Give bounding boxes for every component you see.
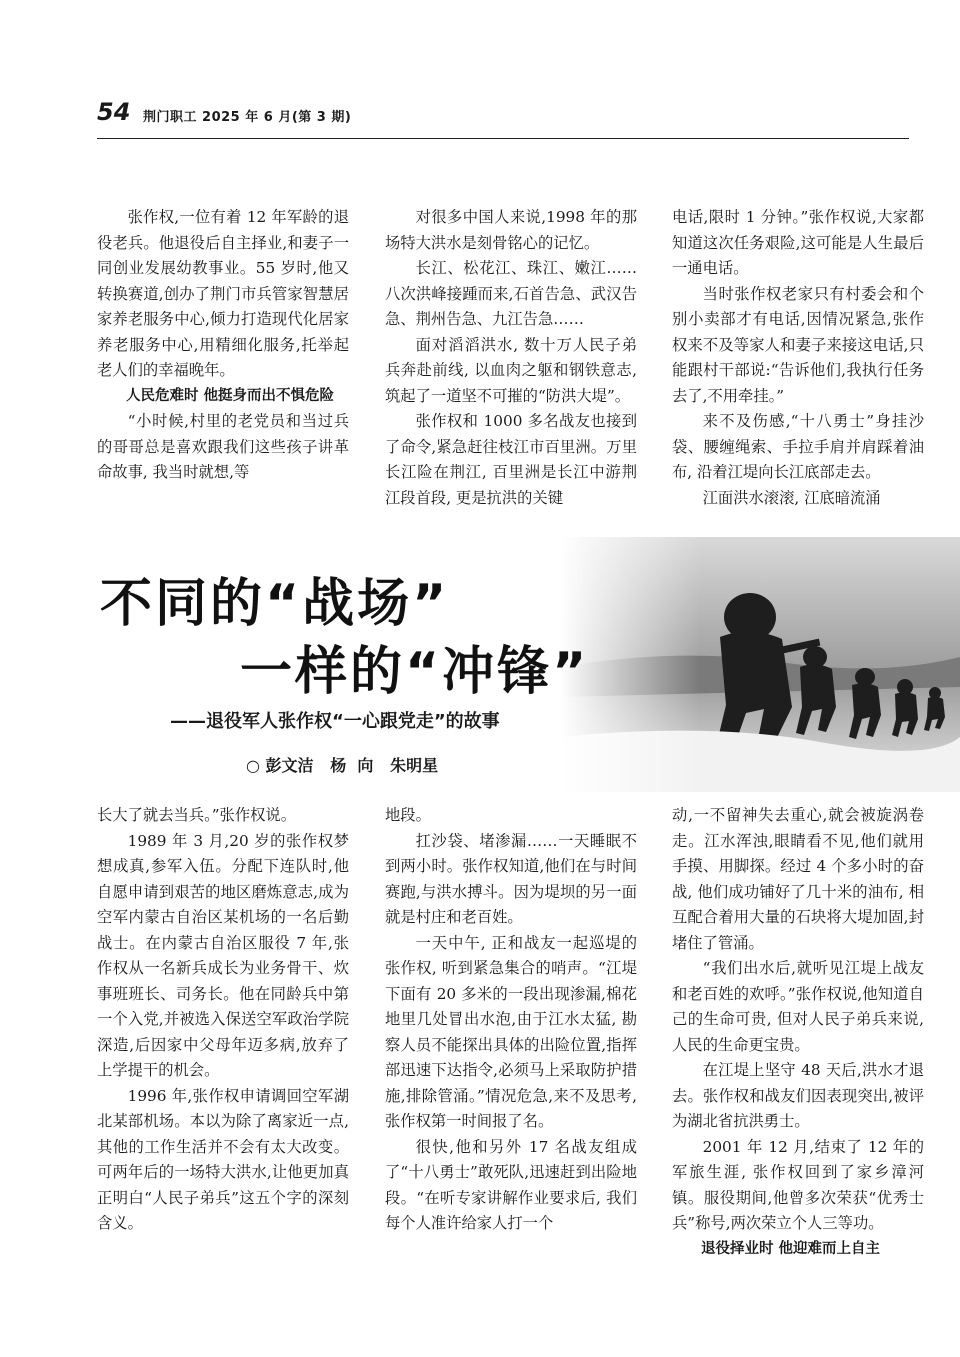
paragraph: 很快,他和另外 17 名战友组成了“十八勇士”敢死队,迅速赶到出险地段。“在听专家讲解作业要求后, 我们每个人准许给家人打一个 [385, 1137, 637, 1232]
bottom-column-2 [385, 803, 637, 1237]
title-banner [80, 537, 960, 792]
article-title-line-2: 一样的“冲锋” [240, 642, 590, 702]
section-subheading: 人民危难时 他挺身而出不惧危险 [126, 387, 335, 404]
paragraph: 来不及伤感,“十八勇士”身挂沙袋、腰缠绳索、手拉手肩并肩踩着油布, 沿着江堤向长江底部走去。 [672, 412, 924, 481]
paragraph: “小时候,村里的老党员和当过兵的哥哥总是喜欢跟我们这些孩子讲革命故事, 我当时就想,等 [97, 412, 349, 481]
paragraph: 1989 年 3 月,20 岁的张作权梦想成真,参军入伍。分配下连队时,他自愿申请到艰苦的地区磨炼意志,成为空军内蒙古自治区某机场的一名后勤战士。在内蒙古自治区服役 7 年,张作权从一名新兵成长为业务骨干、炊事班班长、司务长。他在同龄兵中第一个入党,并被选入保送空军政治学院深造,后因家中父母年迈多病,放弃了上学提干的机会。 [97, 831, 349, 1079]
paragraph: 动,一不留神失去重心,就会被旋涡卷走。江水浑浊,眼睛看不见,他们就用手摸、用脚探。经过 4 个多小时的奋战, 他们成功铺好了几十米的油布, 相互配合着用大量的石块将大堤加固,封堵住了管涌。 [672, 806, 924, 952]
article-subtitle: ——退役军人张作权“一心跟党走”的故事 [170, 711, 500, 732]
top-column-3 [672, 205, 924, 511]
top-column-1 [97, 205, 349, 486]
paragraph: 张作权和 1000 多名战友也接到了命令,紧急赶往枝江市百里洲。万里长江险在荆江, 百里洲是长江中游荆江段首段, 更是抗洪的关键 [385, 412, 637, 507]
paragraph: 1996 年,张作权申请调回空军湖北某部机场。本以为除了离家近一点,其他的工作生活并不会有太大改变。可两年后的一场特大洪水,让他更加真正明白“人民子弟兵”这五个字的深刻含义。 [97, 1086, 349, 1232]
paragraph: 扛沙袋、堵渗漏……一天睡眠不到两小时。张作权知道,他们在与时间赛跑,与洪水搏斗。因为堤坝的另一面就是村庄和老百姓。 [385, 831, 637, 926]
paragraph: 长大了就去当兵。”张作权说。 [97, 806, 297, 824]
bottom-column-1 [97, 803, 349, 1237]
page-number: 54 [97, 98, 131, 126]
paragraph: 对很多中国人来说,1998 年的那场特大洪水是刻骨铭心的记忆。 [385, 208, 637, 252]
page-header [97, 98, 909, 139]
paragraph: 电话,限时 1 分钟。”张作权说,大家都知道这次任务艰险,这可能是人生最后一通电话。 [672, 208, 924, 277]
paragraph: 一天中午, 正和战友一起巡堤的张作权, 听到紧急集合的哨声。“江堤下面有 20 多米的一段出现渗漏,棉花地里几处冒出水泡,由于江水太猛, 勘察人员不能探出具体的出险位置,指挥部迅速下达指令,必须马上采取防护措施,排除管涌。”情况危急,来不及思考,张作权第一时间报了名。 [385, 933, 637, 1130]
paragraph: 地段。 [385, 806, 431, 824]
paragraph: 在江堤上坚守 48 天后,洪水才退去。张作权和战友们因表现突出,被评为湖北省抗洪勇士。 [672, 1061, 924, 1130]
section-subheading: 退役择业时 他迎难而上自主 [701, 1240, 881, 1257]
article-authors: ○ 彭文洁 杨 向 朱明星 [246, 756, 439, 775]
publication-info: 荆门职工 2025 年 6 月(第 3 期) [143, 110, 352, 125]
paragraph: 张作权,一位有着 12 年军龄的退役老兵。他退役后自主择业,和妻子一同创业发展幼教事业。55 岁时,他又转换赛道,创办了荆门市兵管家智慧居家养老服务中心,倾力打造现代化居家养老服务中心,用精细化服务,托举起老人们的幸福晚年。 [97, 208, 349, 379]
paragraph: 长江、松花江、珠江、嫩江……八次洪峰接踵而来,石首告急、武汉告急、荆州告急、九江告急…… [385, 259, 637, 328]
paragraph: 面对滔滔洪水, 数十万人民子弟兵奔赴前线, 以血肉之躯和钢铁意志,筑起了一道坚不可摧的“防洪大堤”。 [385, 335, 637, 405]
paragraph: “我们出水后,就听见江堤上战友和老百姓的欢呼。”张作权说,他知道自己的生命可贵, 但对人民子弟兵来说,人民的生命更宝贵。 [672, 959, 924, 1054]
paragraph: 当时张作权老家只有村委会和个别小卖部才有电话,因情况紧急,张作权来不及等家人和妻子来接这电话,只能跟村干部说:“告诉他们,我执行任务去了,不用牵挂。” [672, 284, 924, 405]
top-column-2 [385, 205, 637, 511]
paragraph: 2001 年 12 月,结束了 12 年的军旅生涯, 张作权回到了家乡漳河镇。服役期间,他曾多次荣获“优秀士兵”称号,两次荣立个人三等功。 [672, 1137, 924, 1232]
bottom-column-3 [672, 803, 924, 1262]
article-title-line-1: 不同的“战场” [100, 574, 450, 634]
paragraph: 江面洪水滚滚, 江底暗流涌 [702, 488, 881, 507]
soldiers-photo [560, 537, 960, 792]
